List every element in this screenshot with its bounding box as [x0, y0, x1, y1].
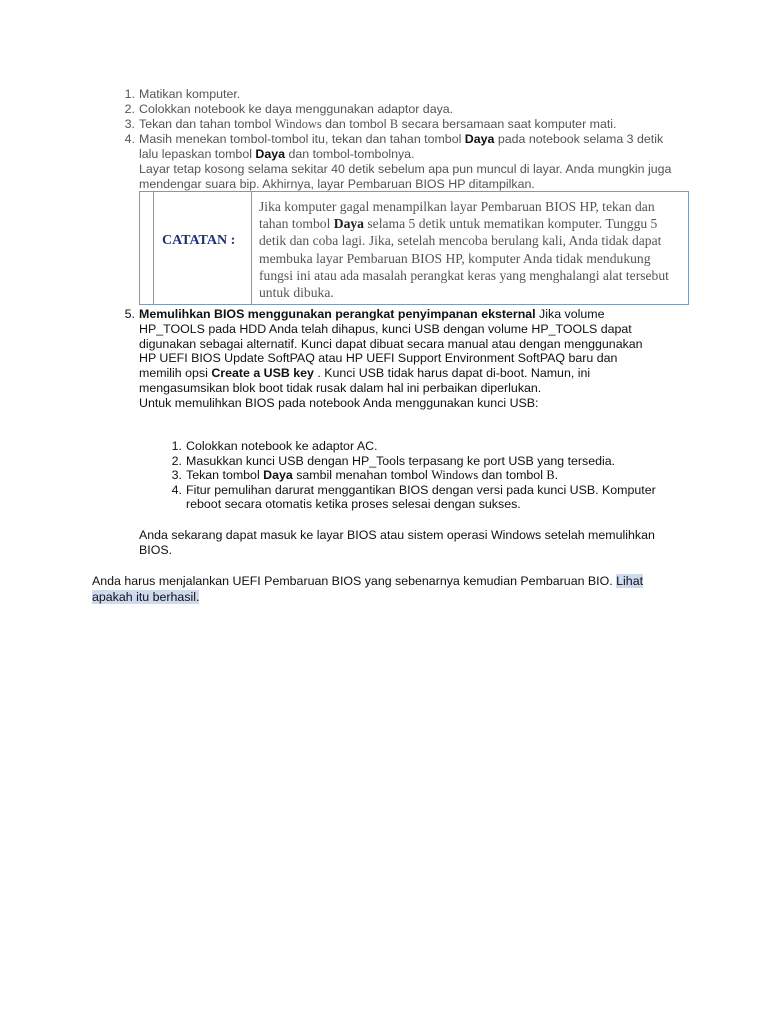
note-text	[259, 198, 684, 301]
list-number: 4.	[124, 132, 135, 146]
note-text-part: selama 5 detik untuk mematikan komputer. Tunggu 5 detik dan coba lagi. Jika, setelah mencoba berulang kali, Anda tidak dapat membuka layar Pembaruan BIOS HP, komputer Anda tidak mendukung fungsi ini atau ada masalah perangkat keras yang menghalangi alat tersebut untuk dibuka.	[259, 216, 669, 301]
step5-text: Jika volume HP_TOOLS pada HDD Anda telah dihapus, kunci USB dengan volume HP_TOOLS dapat digunakan sebagai alternatif. Kunci dapat dibuat secara manual atau dengan menggunakan HP UEFI BIOS Update SoftPAQ atau HP UEFI Support Environment SoftPAQ baru dan memilih opsi	[139, 307, 643, 381]
list-item	[171, 468, 666, 483]
daya-key-label: Daya	[263, 468, 293, 483]
step5-body	[139, 307, 659, 411]
step-text: pada notebook selama 3 detik lalu lepaskan tombol	[139, 132, 664, 161]
step-text: dan tombol-tombolnya.	[285, 147, 415, 161]
substep-text: dan tombol	[478, 468, 547, 483]
daya-key-label: Daya	[333, 216, 364, 232]
step-text: Tekan dan tahan tombol	[139, 117, 275, 131]
note-label: CATATAN :	[162, 233, 236, 248]
list-number: 1.	[171, 439, 182, 453]
daya-key-label: Daya	[464, 132, 495, 146]
usb-intro: Untuk memulihkan BIOS pada notebook Anda menggunakan kunci USB:	[139, 395, 539, 410]
substep-text: Tekan tombol	[186, 468, 264, 483]
step-text: Masih menekan tombol-tombol itu, tekan dan tahan tombol	[139, 132, 465, 146]
note-table	[139, 191, 689, 305]
list-number: 3.	[124, 117, 135, 131]
list-item	[171, 439, 666, 454]
list-number: 1.	[124, 87, 135, 101]
table-cell-empty	[140, 192, 154, 304]
steps-list	[124, 87, 679, 192]
substep-text: .	[554, 468, 559, 483]
substep-text: Fitur pemulihan darurat menggantikan BIOS dengan versi pada kunci USB. Komputer reboot secara otomatis ketika proses selesai dengan sukses.	[186, 482, 656, 512]
final-text: Anda harus menjalankan UEFI Pembaruan BIOS yang sebenarnya kemudian Pembaruan BIO.	[92, 574, 617, 588]
step-text: secara bersamaan saat komputer mati.	[398, 117, 617, 131]
list-number: 2.	[124, 102, 135, 116]
b-key-label: B	[546, 468, 555, 483]
list-number: 2.	[171, 453, 182, 468]
list-item	[171, 453, 666, 469]
list-item	[124, 117, 679, 132]
after-steps-paragraph: Anda sekarang dapat masuk ke layar BIOS atau sistem operasi Windows setelah memulihkan BIOS.	[139, 528, 655, 557]
step-text: Layar tetap kosong selama sekitar 40 detik sebelum apa pun muncul di layar. Anda mungkin juga mendengar suara bip. Akhirnya, layar Pembaruan BIOS HP ditampilkan.	[139, 162, 672, 191]
highlighted-text[interactable]: Lihat apakah itu berhasil.	[92, 574, 644, 604]
list-number: 4.	[171, 482, 182, 497]
note-text-part: Jika komputer gagal menampilkan layar Pembaruan BIOS HP, tekan dan tahan tombol	[259, 199, 655, 232]
list-item	[124, 87, 679, 102]
step-text: Matikan komputer.	[139, 87, 241, 101]
list-item	[124, 102, 679, 117]
step-text: Colokkan notebook ke daya menggunakan adaptor daya.	[139, 102, 454, 116]
list-item	[124, 307, 659, 411]
step5-heading: Memulihkan BIOS menggunakan perangkat penyimpanan eksternal	[139, 307, 536, 321]
b-key-label: B	[389, 117, 399, 131]
list-number: 5.	[124, 307, 135, 321]
final-paragraph	[92, 574, 672, 605]
daya-key-label: Daya	[255, 147, 286, 161]
list-item	[171, 482, 666, 512]
step5-text: . Kunci USB tidak harus dapat di-boot. Namun, ini mengasumsikan blok boot tidak rusak dalam hal ini perbaikan diperlukan.	[139, 366, 591, 395]
step-text: dan tombol	[321, 117, 390, 131]
list-item	[124, 132, 679, 192]
windows-key-label: Windows	[274, 117, 322, 131]
list-number: 3.	[171, 468, 182, 483]
table-cell-label	[154, 192, 252, 304]
usb-steps-list	[171, 439, 666, 512]
substep-text: Masukkan kunci USB dengan HP_Tools terpasang ke port USB yang tersedia.	[186, 453, 616, 468]
windows-key-label: Windows	[431, 468, 479, 483]
substep-text: sambil menahan tombol	[292, 468, 432, 483]
create-usb-option: Create a USB key	[211, 366, 314, 381]
substep-text: Colokkan notebook ke adaptor AC.	[186, 439, 378, 453]
